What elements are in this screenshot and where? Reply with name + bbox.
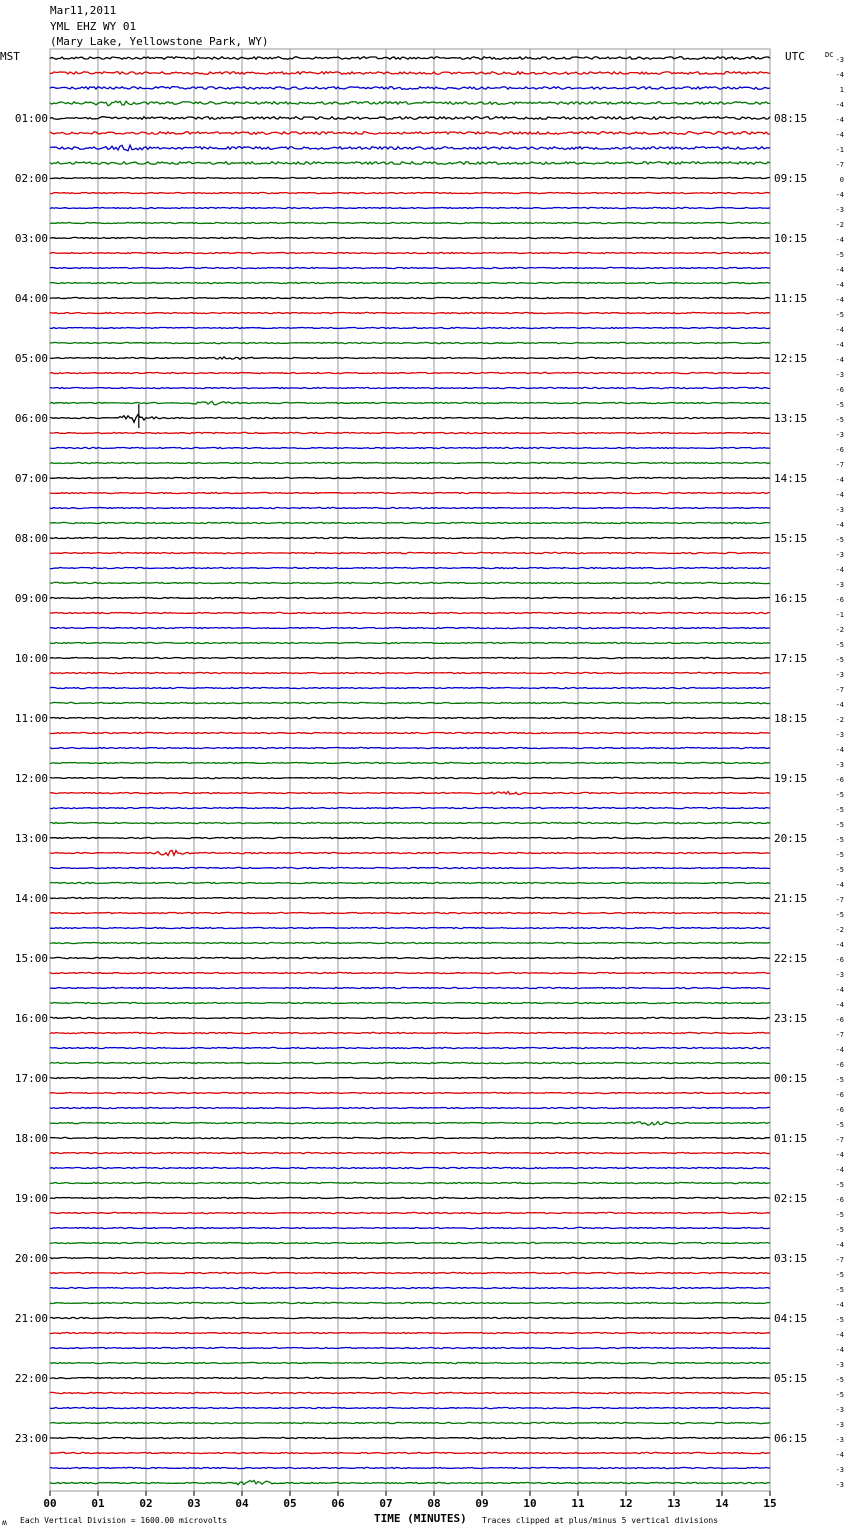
dc-offset-label: -4 bbox=[835, 1166, 844, 1174]
dc-offset-label: -4 bbox=[835, 356, 844, 364]
trace-line bbox=[50, 297, 770, 298]
x-tick-label: 13 bbox=[667, 1497, 681, 1510]
dc-offset-label: -4 bbox=[835, 521, 844, 529]
hour-label-utc: 09:15 bbox=[774, 172, 808, 185]
trace-line bbox=[50, 312, 770, 313]
dc-offset-label: -4 bbox=[835, 101, 844, 109]
trace-line bbox=[50, 522, 770, 523]
trace-line bbox=[50, 1317, 770, 1318]
trace-line bbox=[50, 447, 770, 448]
trace-line bbox=[50, 1002, 770, 1003]
hour-label-utc: 13:15 bbox=[774, 412, 808, 425]
trace-line bbox=[50, 1347, 770, 1348]
dc-offset-label: -6 bbox=[835, 776, 844, 784]
hour-label-mst: 21:00 bbox=[14, 1312, 48, 1325]
dc-offset-label: -5 bbox=[835, 416, 844, 424]
dc-offset-label: -4 bbox=[835, 1301, 844, 1309]
trace-line bbox=[50, 807, 770, 808]
plot-frame bbox=[50, 49, 770, 1491]
scale-note: Each Vertical Division = 1600.00 microvolts bbox=[20, 1516, 228, 1525]
dc-offset-label: -5 bbox=[835, 1376, 844, 1384]
dc-offset-label: -3 bbox=[835, 371, 844, 379]
trace-line bbox=[50, 897, 770, 898]
trace-line bbox=[50, 177, 770, 178]
trace-line bbox=[50, 1032, 770, 1033]
trace-line bbox=[50, 1137, 770, 1138]
dc-offset-label: -6 bbox=[835, 1016, 844, 1024]
dc-offset-label: -3 bbox=[835, 506, 844, 514]
hour-label-mst: 22:00 bbox=[14, 1372, 48, 1385]
trace-line bbox=[50, 72, 770, 75]
dc-offset-label: -6 bbox=[835, 596, 844, 604]
dc-offset-label: -7 bbox=[835, 1256, 844, 1264]
trace-line bbox=[50, 567, 770, 568]
dc-offset-label: -7 bbox=[835, 1031, 844, 1039]
dc-offset-label: -5 bbox=[835, 536, 844, 544]
trace-line bbox=[50, 1167, 770, 1168]
trace-line bbox=[50, 1272, 770, 1273]
trace-line bbox=[50, 867, 770, 868]
dc-offset-label: -4 bbox=[835, 341, 844, 349]
trace-line bbox=[50, 627, 770, 628]
trace-line bbox=[50, 942, 770, 943]
trace-line bbox=[50, 1407, 770, 1408]
hour-label-utc: 03:15 bbox=[774, 1252, 808, 1265]
dc-offset-label: -5 bbox=[835, 1286, 844, 1294]
dc-offset-label: -3 bbox=[835, 206, 844, 214]
trace-line bbox=[50, 1242, 770, 1243]
dc-offset-label: -4 bbox=[835, 326, 844, 334]
hour-label-mst: 02:00 bbox=[14, 172, 48, 185]
dc-offset-label: -5 bbox=[835, 1121, 844, 1129]
dc-offset-label: -4 bbox=[835, 1331, 844, 1339]
dc-offset-label: -4 bbox=[835, 236, 844, 244]
trace-line bbox=[50, 462, 770, 463]
dc-offset-label: -4 bbox=[835, 746, 844, 754]
x-tick-label: 02 bbox=[139, 1497, 153, 1510]
hour-label-mst: 07:00 bbox=[14, 472, 48, 485]
dc-offset-label: -5 bbox=[835, 911, 844, 919]
dc-offset-label: -2 bbox=[835, 716, 844, 724]
trace-line bbox=[50, 1480, 770, 1484]
dc-offset-label: -4 bbox=[835, 476, 844, 484]
hour-label-utc: 22:15 bbox=[774, 952, 808, 965]
hour-label-mst: 14:00 bbox=[14, 892, 48, 905]
hour-label-utc: 04:15 bbox=[774, 1312, 808, 1325]
dc-offset-label: -7 bbox=[835, 896, 844, 904]
trace-line bbox=[50, 1212, 770, 1213]
trace-line bbox=[50, 1182, 770, 1183]
hour-label-utc: 16:15 bbox=[774, 592, 808, 605]
trace-line bbox=[50, 1422, 770, 1423]
trace-line bbox=[50, 57, 770, 60]
dc-offset-label: -6 bbox=[835, 386, 844, 394]
x-tick-label: 04 bbox=[235, 1497, 249, 1510]
hour-label-mst: 12:00 bbox=[14, 772, 48, 785]
trace-line bbox=[50, 657, 770, 658]
dc-offset-label: -6 bbox=[835, 1196, 844, 1204]
dc-offset-label: -3 bbox=[835, 56, 844, 64]
dc-offset-label: -3 bbox=[835, 671, 844, 679]
trace-line bbox=[50, 101, 770, 106]
trace-line bbox=[50, 927, 770, 928]
trace-line bbox=[50, 777, 770, 778]
dc-label: DC bbox=[825, 51, 834, 59]
dc-offset-label: -3 bbox=[835, 1421, 844, 1429]
dc-offset-label: -6 bbox=[835, 1061, 844, 1069]
dc-offset-label: -5 bbox=[835, 821, 844, 829]
trace-line bbox=[50, 387, 770, 388]
dc-offset-label: 0 bbox=[839, 176, 844, 184]
trace-line bbox=[50, 552, 770, 553]
trace-line bbox=[50, 1197, 770, 1198]
dc-offset-label: -4 bbox=[835, 266, 844, 274]
trace-line bbox=[50, 702, 770, 703]
trace-line bbox=[50, 342, 770, 343]
trace-line bbox=[50, 1287, 770, 1288]
hour-label-mst: 17:00 bbox=[14, 1072, 48, 1085]
trace-line bbox=[50, 642, 770, 643]
dc-offset-label: -2 bbox=[835, 926, 844, 934]
hour-label-mst: 09:00 bbox=[14, 592, 48, 605]
dc-offset-label: -6 bbox=[835, 1091, 844, 1099]
trace-line bbox=[50, 850, 770, 855]
x-tick-label: 14 bbox=[715, 1497, 729, 1510]
trace-line bbox=[50, 477, 770, 478]
trace-line bbox=[50, 1047, 770, 1048]
trace-line bbox=[50, 1077, 770, 1078]
trace-line bbox=[50, 1377, 770, 1378]
trace-line bbox=[50, 837, 770, 838]
dc-offset-label: -3 bbox=[835, 581, 844, 589]
dc-offset-label: -5 bbox=[835, 1226, 844, 1234]
dc-offset-label: -7 bbox=[835, 161, 844, 169]
dc-offset-label: -6 bbox=[835, 956, 844, 964]
trace-line bbox=[50, 117, 770, 120]
grid-lines bbox=[50, 49, 770, 1491]
trace-line bbox=[50, 1227, 770, 1228]
dc-offset-label: -3 bbox=[835, 1436, 844, 1444]
trace-line bbox=[50, 882, 770, 883]
hour-label-utc: 02:15 bbox=[774, 1192, 808, 1205]
trace-line bbox=[50, 792, 770, 795]
dc-offset-label: -5 bbox=[835, 1211, 844, 1219]
dc-offset-label: -4 bbox=[835, 566, 844, 574]
trace-line bbox=[50, 1302, 770, 1303]
dc-offset-label: -1 bbox=[835, 611, 844, 619]
dc-offset-label: -7 bbox=[835, 686, 844, 694]
dc-offset-label: -4 bbox=[835, 986, 844, 994]
dc-offset-label: -3 bbox=[835, 1361, 844, 1369]
x-tick-label: 06 bbox=[331, 1497, 345, 1510]
x-tick-label: 07 bbox=[379, 1497, 393, 1510]
hour-label-mst: 16:00 bbox=[14, 1012, 48, 1025]
dc-offset-label: -5 bbox=[835, 806, 844, 814]
utc-axis-label: UTC bbox=[785, 50, 805, 63]
hour-label-utc: 21:15 bbox=[774, 892, 808, 905]
hour-label-mst: 15:00 bbox=[14, 952, 48, 965]
hour-label-utc: 20:15 bbox=[774, 832, 808, 845]
trace-line bbox=[50, 145, 770, 151]
hour-label-mst: 03:00 bbox=[14, 232, 48, 245]
hour-label-utc: 23:15 bbox=[774, 1012, 808, 1025]
trace-line bbox=[50, 762, 770, 763]
trace-line bbox=[50, 582, 770, 583]
axis-labels bbox=[0, 50, 844, 1510]
hour-label-utc: 14:15 bbox=[774, 472, 808, 485]
trace-line bbox=[50, 507, 770, 508]
trace-line bbox=[50, 282, 770, 283]
trace-line bbox=[50, 957, 770, 958]
hour-label-utc: 10:15 bbox=[774, 232, 808, 245]
trace-line bbox=[50, 1257, 770, 1258]
clip-note: Traces clipped at plus/minus 5 vertical divisions bbox=[482, 1516, 719, 1525]
hour-label-mst: 06:00 bbox=[14, 412, 48, 425]
dc-offset-label: -5 bbox=[835, 251, 844, 259]
dc-offset-label: -5 bbox=[835, 1271, 844, 1279]
hour-label-mst: 04:00 bbox=[14, 292, 48, 305]
hour-label-mst: 19:00 bbox=[14, 1192, 48, 1205]
trace-line bbox=[50, 252, 770, 253]
dc-offset-label: -6 bbox=[835, 446, 844, 454]
x-tick-label: 01 bbox=[91, 1497, 105, 1510]
trace-line bbox=[50, 415, 770, 423]
trace-line bbox=[50, 192, 770, 193]
trace-line bbox=[50, 987, 770, 988]
trace-line bbox=[50, 1452, 770, 1453]
trace-line bbox=[50, 1062, 770, 1063]
x-tick-label: 15 bbox=[763, 1497, 777, 1510]
dc-offset-label: -5 bbox=[835, 1391, 844, 1399]
hour-label-mst: 11:00 bbox=[14, 712, 48, 725]
trace-line bbox=[50, 717, 770, 718]
dc-offset-label: -4 bbox=[835, 1241, 844, 1249]
footer-left-mark: ʍ bbox=[2, 1518, 7, 1527]
header-station: YML EHZ WY 01 bbox=[50, 20, 137, 33]
trace-line bbox=[50, 432, 770, 433]
trace-line bbox=[50, 87, 770, 90]
dc-offset-label: -1 bbox=[835, 146, 844, 154]
dc-offset-label: -4 bbox=[835, 296, 844, 304]
dc-offset-label: -5 bbox=[835, 1076, 844, 1084]
trace-line bbox=[50, 1437, 770, 1438]
hour-label-mst: 18:00 bbox=[14, 1132, 48, 1145]
x-tick-label: 12 bbox=[619, 1497, 633, 1510]
dc-offset-label: -4 bbox=[835, 281, 844, 289]
hour-label-mst: 05:00 bbox=[14, 352, 48, 365]
dc-offset-label: -5 bbox=[835, 1316, 844, 1324]
trace-line bbox=[50, 267, 770, 268]
dc-offset-label: 1 bbox=[839, 86, 844, 94]
hour-label-utc: 15:15 bbox=[774, 532, 808, 545]
dc-offset-label: -3 bbox=[835, 731, 844, 739]
x-tick-label: 09 bbox=[475, 1497, 489, 1510]
trace-line bbox=[50, 687, 770, 688]
dc-offset-label: -3 bbox=[835, 1466, 844, 1474]
dc-offset-label: -7 bbox=[835, 1136, 844, 1144]
trace-line bbox=[50, 1467, 770, 1468]
dc-offset-label: -6 bbox=[835, 1106, 844, 1114]
dc-offset-label: -5 bbox=[835, 311, 844, 319]
trace-line bbox=[50, 401, 770, 404]
trace-line bbox=[50, 237, 770, 238]
dc-offset-label: -3 bbox=[835, 431, 844, 439]
dc-offset-label: -4 bbox=[835, 1151, 844, 1159]
trace-line bbox=[50, 327, 770, 328]
hour-label-mst: 08:00 bbox=[14, 532, 48, 545]
dc-offset-label: -3 bbox=[835, 1406, 844, 1414]
x-tick-label: 08 bbox=[427, 1497, 441, 1510]
trace-line bbox=[50, 1392, 770, 1393]
dc-offset-label: -4 bbox=[835, 1001, 844, 1009]
hour-label-utc: 18:15 bbox=[774, 712, 808, 725]
hour-label-utc: 11:15 bbox=[774, 292, 808, 305]
x-tick-label: 10 bbox=[523, 1497, 537, 1510]
trace-line bbox=[50, 1092, 770, 1093]
dc-offset-label: -4 bbox=[835, 701, 844, 709]
hour-label-utc: 12:15 bbox=[774, 352, 808, 365]
hour-label-mst: 13:00 bbox=[14, 832, 48, 845]
dc-offset-label: -4 bbox=[835, 191, 844, 199]
dc-offset-label: -5 bbox=[835, 836, 844, 844]
traces bbox=[50, 57, 770, 1485]
dc-offset-label: -4 bbox=[835, 131, 844, 139]
trace-line bbox=[50, 207, 770, 208]
trace-line bbox=[50, 1152, 770, 1153]
dc-offset-label: -2 bbox=[835, 221, 844, 229]
dc-offset-label: -4 bbox=[835, 881, 844, 889]
trace-line bbox=[50, 372, 770, 373]
trace-line bbox=[50, 1107, 770, 1108]
dc-offset-label: -2 bbox=[835, 626, 844, 634]
dc-offset-label: -5 bbox=[835, 791, 844, 799]
header-date: Mar11,2011 bbox=[50, 4, 117, 17]
trace-line bbox=[50, 732, 770, 733]
dc-offset-label: -4 bbox=[835, 1046, 844, 1054]
hour-label-mst: 01:00 bbox=[14, 112, 48, 125]
hour-label-mst: 10:00 bbox=[14, 652, 48, 665]
dc-offset-label: -4 bbox=[835, 1346, 844, 1354]
x-tick-label: 05 bbox=[283, 1497, 297, 1510]
hour-label-utc: 06:15 bbox=[774, 1432, 808, 1445]
dc-offset-label: -5 bbox=[835, 401, 844, 409]
trace-line bbox=[50, 912, 770, 913]
dc-offset-label: -5 bbox=[835, 866, 844, 874]
dc-offset-label: -3 bbox=[835, 761, 844, 769]
dc-offset-label: -5 bbox=[835, 641, 844, 649]
hour-label-utc: 19:15 bbox=[774, 772, 808, 785]
hour-label-utc: 17:15 bbox=[774, 652, 808, 665]
mst-axis-label: MST bbox=[0, 50, 20, 63]
dc-offset-label: -4 bbox=[835, 941, 844, 949]
x-axis-title: TIME (MINUTES) bbox=[374, 1512, 467, 1525]
trace-line bbox=[50, 222, 770, 223]
trace-line bbox=[50, 597, 770, 598]
x-tick-label: 03 bbox=[187, 1497, 201, 1510]
dc-offset-label: -4 bbox=[835, 491, 844, 499]
dc-offset-label: -7 bbox=[835, 461, 844, 469]
dc-offset-label: -3 bbox=[835, 551, 844, 559]
trace-line bbox=[50, 132, 770, 135]
trace-line bbox=[50, 1017, 770, 1018]
trace-line bbox=[50, 822, 770, 823]
hour-label-utc: 01:15 bbox=[774, 1132, 808, 1145]
hour-label-mst: 20:00 bbox=[14, 1252, 48, 1265]
trace-line bbox=[50, 972, 770, 973]
hour-label-utc: 05:15 bbox=[774, 1372, 808, 1385]
trace-line bbox=[50, 1122, 770, 1126]
dc-offset-label: -5 bbox=[835, 851, 844, 859]
trace-line bbox=[50, 492, 770, 493]
dc-offset-label: -4 bbox=[835, 116, 844, 124]
hour-label-mst: 23:00 bbox=[14, 1432, 48, 1445]
dc-offset-label: -5 bbox=[835, 1181, 844, 1189]
x-tick-label: 11 bbox=[571, 1497, 585, 1510]
x-tick-label: 00 bbox=[43, 1497, 57, 1510]
hour-label-utc: 00:15 bbox=[774, 1072, 808, 1085]
trace-line bbox=[50, 537, 770, 538]
trace-line bbox=[50, 162, 770, 165]
dc-offset-label: -3 bbox=[835, 971, 844, 979]
trace-line bbox=[50, 1362, 770, 1363]
dc-offset-label: -3 bbox=[835, 1481, 844, 1489]
dc-offset-label: -4 bbox=[835, 1451, 844, 1459]
dc-offset-label: -4 bbox=[835, 71, 844, 79]
trace-line bbox=[50, 672, 770, 673]
trace-line bbox=[50, 357, 770, 360]
trace-line bbox=[50, 1332, 770, 1333]
header-location: (Mary Lake, Yellowstone Park, WY) bbox=[50, 35, 269, 48]
hour-label-utc: 08:15 bbox=[774, 112, 808, 125]
trace-line bbox=[50, 747, 770, 748]
trace-line bbox=[50, 612, 770, 613]
dc-offset-label: -5 bbox=[835, 656, 844, 664]
